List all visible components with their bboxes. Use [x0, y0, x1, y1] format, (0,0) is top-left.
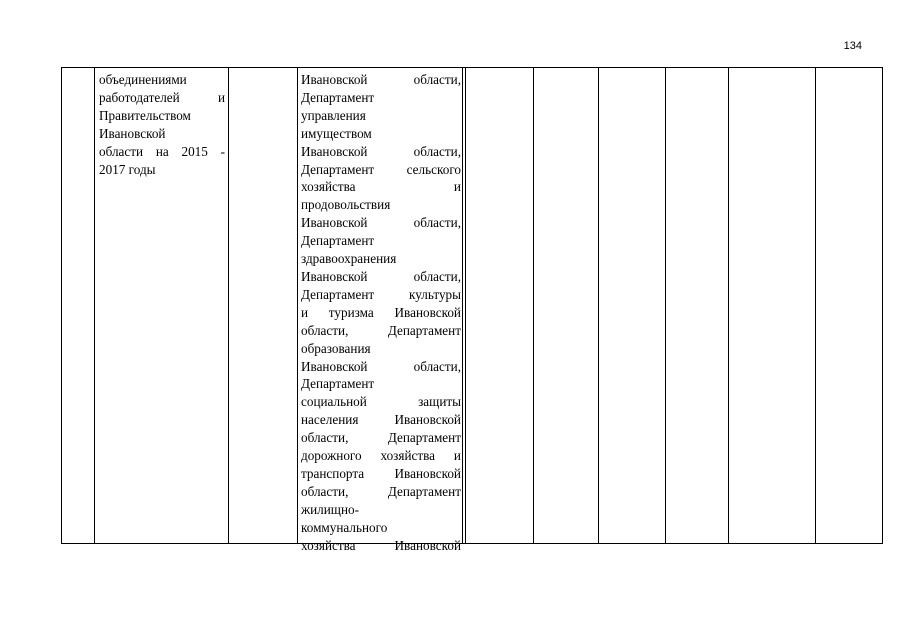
cell-line: населения Ивановской — [301, 412, 461, 428]
cell-line: Ивановской области, — [301, 72, 461, 87]
cell-line: области, Департамент — [301, 322, 461, 338]
cell-line: Департамент — [301, 233, 375, 249]
cell-line: объединениями — [99, 72, 187, 87]
cell-line: образования — [301, 340, 371, 356]
column-divider — [728, 68, 729, 543]
cell-line: области, Департамент — [301, 430, 461, 446]
cell-line: Ивановской — [99, 125, 166, 141]
column-divider — [665, 68, 666, 543]
column-divider — [462, 68, 466, 543]
cell-line: 2017 годы — [99, 161, 156, 177]
cell-line: работодателей и — [99, 89, 225, 105]
page-number: 134 — [843, 40, 862, 52]
cell-line: и туризма Ивановской — [301, 304, 461, 320]
cell-executors — [301, 71, 461, 554]
cell-line: транспорта Ивановской — [301, 465, 461, 481]
cell-line: Департамент — [301, 376, 375, 392]
document-table — [61, 67, 883, 553]
cell-line: дорожного хозяйства и — [301, 448, 461, 464]
column-divider — [297, 68, 298, 543]
cell-line: имуществом — [301, 125, 372, 141]
cell-line: жилищно- — [301, 501, 360, 517]
cell-line: управления — [301, 107, 366, 123]
column-divider — [94, 68, 95, 543]
cell-line: Правительством — [99, 107, 191, 123]
cell-line: области, Департамент — [301, 483, 461, 499]
column-divider — [228, 68, 229, 543]
cell-line: Ивановской области, — [301, 268, 461, 284]
cell-line: Ивановской области, — [301, 358, 461, 374]
cell-line: Ивановской области, — [301, 215, 461, 231]
cell-line: области на 2015 - — [99, 143, 225, 159]
cell-line: здравоохранения — [301, 251, 397, 267]
column-divider — [533, 68, 534, 543]
cell-line: хозяйства и — [301, 179, 461, 195]
cell-line: Департамент — [301, 89, 375, 105]
cell-line: Ивановской области, — [301, 143, 461, 159]
cell-line: продовольствия — [301, 197, 391, 213]
cell-line: хозяйства Ивановской — [301, 537, 461, 553]
cell-line: Департамент сельского — [301, 161, 461, 177]
column-divider — [598, 68, 599, 543]
cell-line: Департамент культуры — [301, 286, 461, 302]
cell-line: социальной защиты — [301, 394, 461, 410]
cell-line: коммунального — [301, 519, 388, 535]
cell-program-name — [99, 71, 225, 178]
column-divider — [815, 68, 816, 543]
